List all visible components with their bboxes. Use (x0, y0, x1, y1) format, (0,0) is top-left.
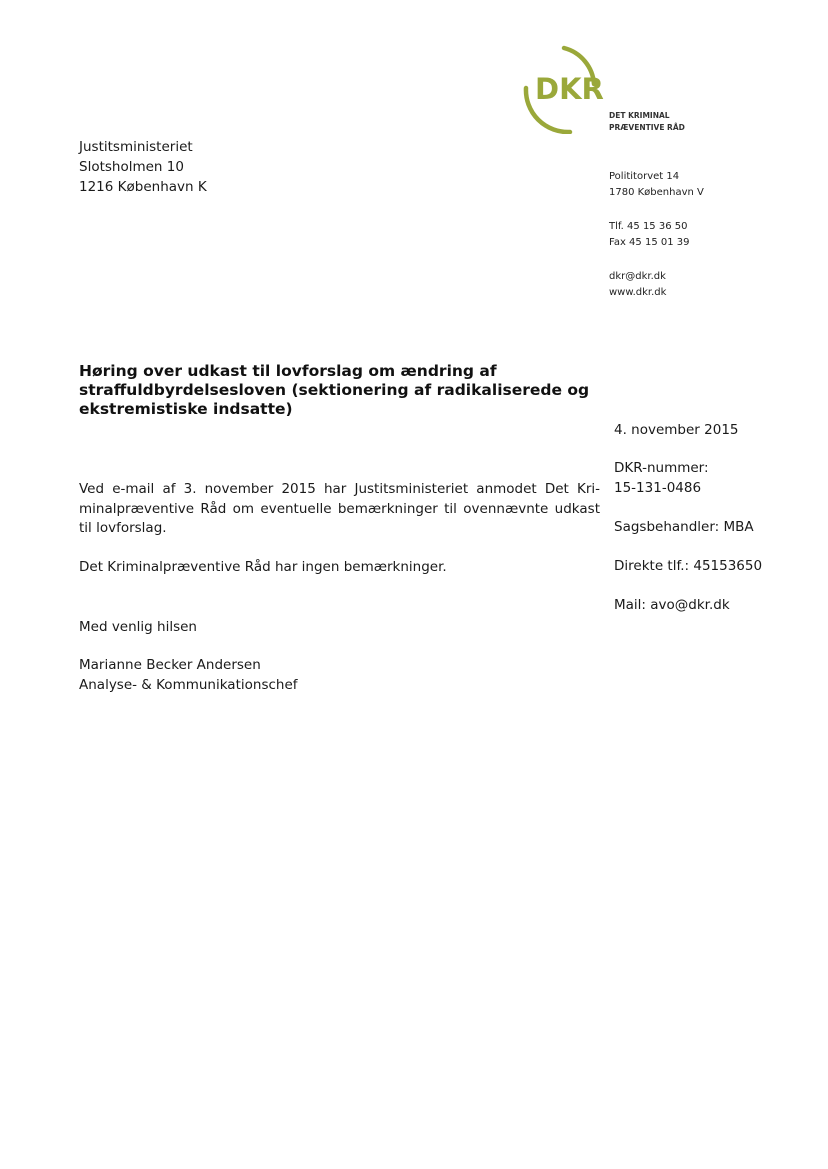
direct-phone: Direkte tlf.: 45153650 (614, 558, 763, 574)
case-handler: Sagsbehandler: MBA (614, 519, 754, 535)
body-paragraph-2: Det Kriminalpræventive Råd har ingen bemærkninger. (79, 559, 447, 575)
signatory-title: Analyse- & Kommunikationschef (79, 677, 298, 693)
body-p1-line2: minalpræventive Råd om eventuelle bemærkninger til ovennævnte udkast (79, 500, 600, 517)
org-name-line1: DET KRIMINAL (609, 111, 670, 120)
body-p1-line3: til lovforslag. (79, 520, 167, 536)
letter-subject (79, 362, 589, 419)
recipient-name: Justitsministeriet (79, 139, 193, 155)
sender-phone: Tlf. 45 15 36 50 (609, 221, 688, 232)
sender-city: 1780 København V (609, 187, 704, 198)
sender-fax: Fax 45 15 01 39 (609, 237, 690, 248)
logo-text: DKR (535, 72, 604, 106)
subject-line1: Høring over udkast til lovforslag om ændring af (79, 362, 497, 380)
body-p1-line1: Ved e-mail af 3. november 2015 har Justitsministeriet anmodet Det Kri- (79, 481, 600, 497)
sender-web: www.dkr.dk (609, 287, 667, 298)
sender-address (609, 169, 704, 201)
recipient-street: Slotsholmen 10 (79, 159, 184, 175)
recipient-city: 1216 København K (79, 179, 207, 195)
closing: Med venlig hilsen (79, 619, 197, 635)
sender-contact-numbers (609, 219, 690, 251)
subject-line2: straffuldbyrdelsesloven (sektionering af radikaliserede og (79, 381, 590, 399)
contact-mail: Mail: avo@dkr.dk (614, 597, 730, 613)
sender-online (609, 269, 666, 301)
signatory-name: Marianne Becker Andersen (79, 657, 261, 673)
signature-block (79, 655, 298, 695)
recipient-address (79, 137, 207, 197)
body-paragraph-1 (79, 480, 600, 539)
sender-email: dkr@dkr.dk (609, 271, 666, 282)
reference-label: DKR-nummer: (614, 460, 709, 476)
dkr-logo (522, 44, 602, 134)
org-name-line2: PRÆVENTIVE RÅD (609, 123, 685, 132)
subject-line3: ekstremistiske indsatte) (79, 400, 293, 418)
letter-date: 4. november 2015 (614, 422, 739, 438)
organization-name (609, 110, 685, 134)
sender-street: Polititorvet 14 (609, 171, 680, 182)
reference-number: 15-131-0486 (614, 480, 702, 496)
